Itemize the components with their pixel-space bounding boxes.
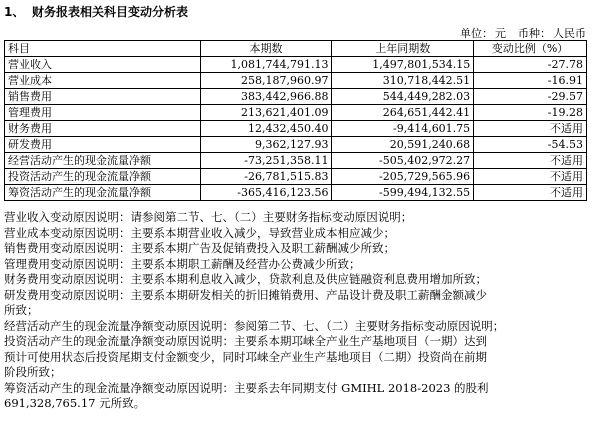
note-line: 投资活动产生的现金流量净额变动原因说明：主要系本期邛崃全产业生产基地项目（一期）达到 (4, 334, 487, 348)
row-prior: 1,497,801,534.15 (332, 57, 474, 73)
note-line: 筹资活动产生的现金流量净额变动原因说明：主要系去年同期支付 GMIHL 2018-2023 的股利 (4, 380, 489, 395)
row-ratio: -29.57 (474, 89, 587, 105)
change-explanations (4, 210, 594, 412)
currency-value: 人民币 (553, 27, 586, 40)
row-prior: 20,591,240.68 (332, 137, 474, 153)
row-current: 12,432,450.40 (200, 121, 332, 137)
table-row (5, 153, 587, 169)
table-row (5, 89, 587, 105)
row-prior: -9,414,601.75 (332, 121, 474, 137)
table-row (5, 169, 587, 185)
row-ratio: -16.91 (474, 73, 587, 89)
table-row (5, 105, 587, 121)
row-ratio: 不适用 (474, 185, 587, 201)
row-account: 营业成本 (5, 73, 201, 89)
row-current: 1,081,744,791.13 (200, 57, 332, 73)
note-line: 销售费用变动原因说明：主要系本期广告及促销费投入及职工薪酬减少所致； (4, 241, 395, 255)
row-ratio: -54.53 (474, 137, 587, 153)
row-prior: 264,651,442.41 (332, 105, 474, 121)
row-account: 投资活动产生的现金流量净额 (5, 169, 201, 185)
unit-label: 单位： (460, 27, 493, 40)
header-prior-period: 上年同期数 (332, 41, 474, 57)
table-header-row (5, 41, 587, 57)
table-row (5, 73, 587, 89)
row-current: -365,416,123.56 (200, 185, 332, 201)
unit-value: 元 (495, 27, 506, 40)
row-account: 筹资活动产生的现金流量净额 (5, 185, 201, 201)
unit-currency-line (458, 25, 586, 41)
row-current: -73,251,358.11 (200, 153, 332, 169)
note-line: 营业收入变动原因说明：请参阅第二节、七、（二）主要财务指标变动原因说明； (4, 210, 413, 224)
note-line: 营业成本变动原因说明：主要系本期营业收入减少，导致营业成本相应减少； (4, 225, 395, 240)
row-account: 营业收入 (5, 57, 201, 73)
row-current: 213,621,401.09 (200, 105, 332, 121)
account-change-table (4, 40, 587, 201)
row-current: 258,187,960.97 (200, 73, 332, 89)
row-account: 经营活动产生的现金流量净额 (5, 153, 201, 169)
note-line: 691,328,765.17 元所致。 (4, 396, 146, 410)
row-account: 研发费用 (5, 137, 201, 153)
note-line: 所致； (4, 303, 39, 317)
row-ratio: -19.28 (474, 105, 587, 121)
note-line: 研发费用变动原因说明：主要系本期研发相关的折旧摊销费用、产品设计费及职工薪酬金额减少 (4, 287, 487, 302)
row-account: 销售费用 (5, 89, 201, 105)
row-account: 财务费用 (5, 121, 201, 137)
header-current-period: 本期数 (200, 41, 332, 57)
table-row (5, 185, 587, 201)
row-ratio: 不适用 (474, 153, 587, 169)
row-prior: -505,402,972.27 (332, 153, 474, 169)
row-current: -26,781,515.83 (200, 169, 332, 185)
row-prior: 310,718,442.51 (332, 73, 474, 89)
note-line: 经营活动产生的现金流量净额变动原因说明：参阅第二节、七、（二）主要财务指标变动原因说明； (4, 318, 505, 333)
note-line: 阶段所致； (4, 365, 62, 379)
header-account: 科目 (5, 41, 201, 57)
section-heading (4, 3, 188, 20)
table-row (5, 57, 587, 73)
row-ratio: 不适用 (474, 169, 587, 185)
note-line: 管理费用变动原因说明：主要系本期职工薪酬及经营办公费减少所致； (4, 256, 361, 271)
row-prior: -599,494,132.55 (332, 185, 474, 201)
table-row (5, 137, 587, 153)
row-ratio: 不适用 (474, 121, 587, 137)
header-change-ratio: 变动比例（%） (474, 41, 587, 57)
currency-label: 币种： (518, 27, 551, 40)
table-row (5, 121, 587, 137)
section-number: 1、 (4, 5, 25, 19)
note-line: 财务费用变动原因说明：主要系本期利息收入减少，贷款利息及供应链融资利息费用增加所致； (4, 272, 487, 286)
note-line: 预计可使用状态后投资尾期支付金额变少，同时邛崃全产业生产基地项目（二期）投资尚在前期 (4, 349, 487, 364)
section-title: 财务报表相关科目变动分析表 (32, 5, 189, 19)
row-prior: -205,729,565.96 (332, 169, 474, 185)
row-prior: 544,449,282.03 (332, 89, 474, 105)
row-current: 9,362,127.93 (200, 137, 332, 153)
row-current: 383,442,966.88 (200, 89, 332, 105)
row-ratio: -27.78 (474, 57, 587, 73)
row-account: 管理费用 (5, 105, 201, 121)
